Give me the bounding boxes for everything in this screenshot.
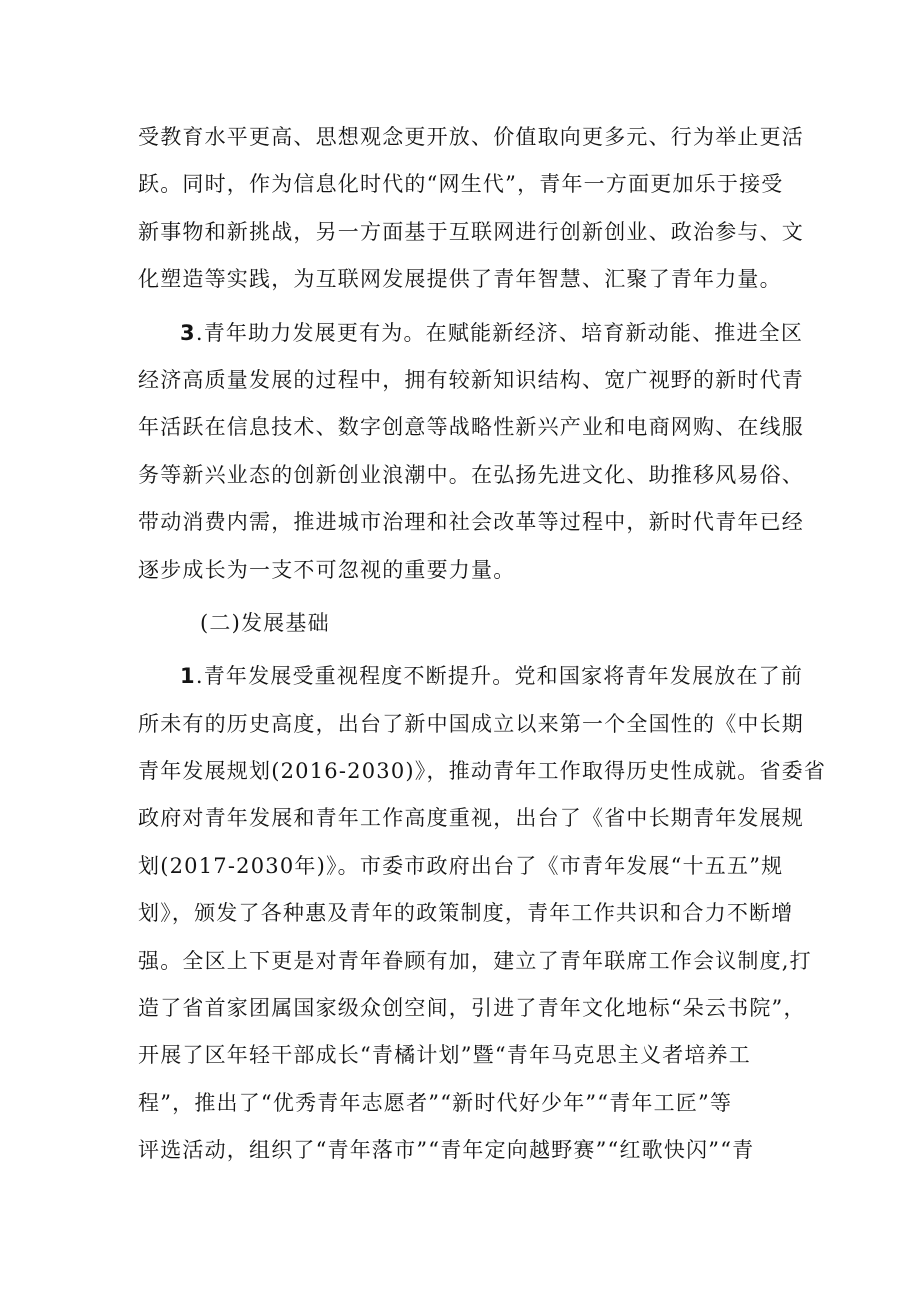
text-line: 开展了区年轻干部成长“青橘计划”暨“青年马克思主义者培养工 [138,1043,752,1068]
section-heading-text: (二)发展基础 [200,610,330,635]
paragraph-youth-development [138,310,804,594]
text-line: 划(2017-2030年)》。市委市政府出台了《市青年发展“十五五”规 [138,853,784,878]
text-line: 带动消费内需，推进城市治理和社会改革等过程中，新时代青年已经 [138,510,804,535]
text-line: 程”，推出了“优秀青年志愿者”“新时代好少年”“青年工匠”等 [138,1090,733,1115]
text-line: 跃。同时，作为信息化时代的“网生代”，青年一方面更加乐于接受 [138,172,784,197]
text-line: 政府对青年发展和青年工作高度重视，出台了《省中长期青年发展规 [138,806,804,831]
paragraph-internet-youth [138,114,804,304]
paragraph-development-foundation [138,653,827,1174]
text-line: 年活跃在信息技术、数字创意等战略性新兴产业和电商网购、在线服 [138,415,804,440]
text-line: 强。全区上下更是对青年眷顾有加，建立了青年联席工作会议制度,打 [138,948,812,973]
item-title-text: .青年助力发展更有为。在赋能新经济、培育新动能、推进全区 [195,320,804,345]
text-line [138,653,804,700]
text-line: 青年发展规划(2016-2030)》，推动青年工作取得历史性成就。省委省 [138,759,827,784]
text-line: 造了省首家团属国家级众创空间，引进了青年文化地标“朵云书院”， [138,996,806,1021]
item-title-text: .青年发展受重视程度不断提升。党和国家将青年发展放在了前 [195,664,804,689]
item-number: 3 [180,320,196,345]
text-line: 所未有的历史高度，出台了新中国成立以来第一个全国性的《中长期 [138,711,804,736]
text-line [138,310,804,357]
text-line: 新事物和新挑战，另一方面基于互联网进行创新创业、政治参与、文 [138,219,804,244]
text-line: 受教育水平更高、思想观念更开放、价值取向更多元、行为举止更活 [138,125,804,149]
text-line: 划》，颁发了各种惠及青年的政策制度，青年工作共识和合力不断增 [138,901,794,926]
text-line: 经济高质量发展的过程中，拥有较新知识结构、宽广视野的新时代青 [138,367,804,392]
document-body [138,114,827,1175]
item-number: 1 [180,664,196,689]
section-heading [138,600,798,647]
text-line: 务等新兴业态的创新创业浪潮中。在弘扬先进文化、助推移风易俗、 [138,462,804,487]
text-line: 逐步成长为一支不可忽视的重要力量。 [138,557,516,582]
text-line: 评选活动，组织了“青年落市”“青年定向越野赛”“红歌快闪”“青 [138,1138,755,1163]
text-line: 化塑造等实践，为互联网发展提供了青年智慧、汇聚了青年力量。 [138,267,782,292]
